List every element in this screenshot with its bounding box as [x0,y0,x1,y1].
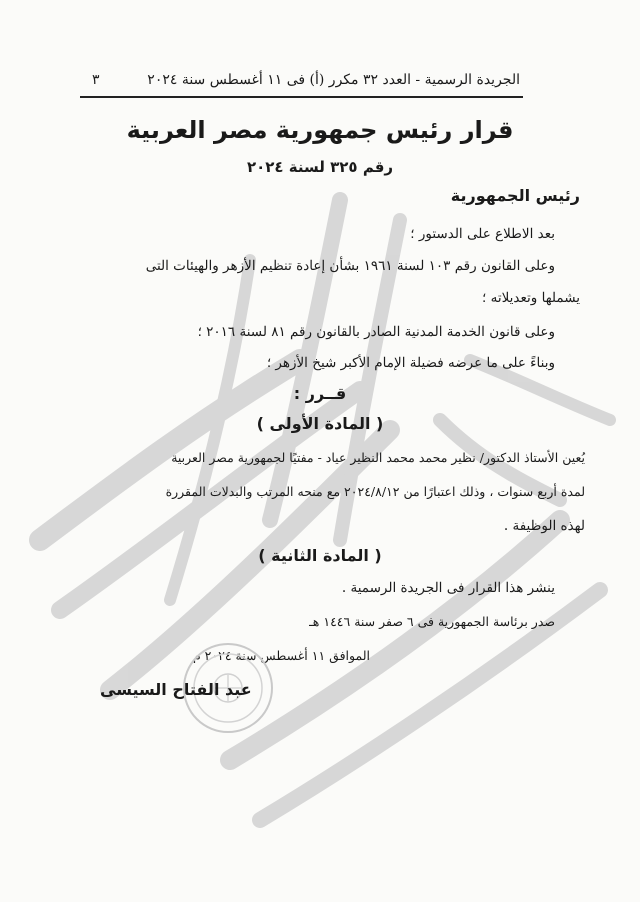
gazette-header [80,70,520,96]
preamble-line: وبناءً على ما عرضه فضيلة الإمام الأكبر شيخ الأزهر ؛ [266,355,555,371]
issued-date-gregorian: الموافق ١١ أغسطس سنة ٢٠٢٤ م [192,648,370,663]
issuer-title: رئيس الجمهورية [450,186,580,205]
issued-date-hijri: صدر برئاسة الجمهورية فى ٦ صفر سنة ١٤٤٦ هـ [309,614,555,629]
article-1-heading: ( المادة الأولى ) [256,414,384,433]
article-2-heading: ( المادة الثانية ) [258,546,382,565]
gazette-header-title: الجريدة الرسمية - العدد ٣٢ مكرر (أ) فى ١١ أغسطس سنة ٢٠٢٤ [147,72,520,88]
article-2-text: ينشر هذا القرار فى الجريدة الرسمية . [341,580,555,596]
page-number: ٣ [92,72,100,88]
president-signature: عبد الفتاح السيسى [100,680,252,699]
preamble-line: بعد الاطلاع على الدستور ؛ [410,226,555,242]
article-1-line: لمدة أربع سنوات ، وذلك اعتبارًا من ٢٠٢٤/٨/١٢ مع منحه المرتب والبدلات المقررة [165,484,585,499]
decree-number: رقم ٣٢٥ لسنة ٢٠٢٤ [246,158,394,176]
preamble-line: وعلى قانون الخدمة المدنية الصادر بالقانون رقم ٨١ لسنة ٢٠١٦ ؛ [197,324,555,340]
article-1-line: لهذه الوظيفة . [503,518,585,534]
preamble-line: وعلى القانون رقم ١٠٣ لسنة ١٩٦١ بشأن إعادة تنظيم الأزهر والهيئات التى [145,258,555,274]
decided-heading: قــرر : [293,384,347,403]
header-divider [80,96,523,98]
preamble-line: يشملها وتعديلاته ؛ [482,290,580,306]
decree-title: قرار رئيس جمهورية مصر العربية [126,116,514,144]
article-1-line: يُعين الأستاذ الدكتور/ نظير محمد محمد النظير عياد - مفتيًا لجمهورية مصر العربية [171,450,585,465]
